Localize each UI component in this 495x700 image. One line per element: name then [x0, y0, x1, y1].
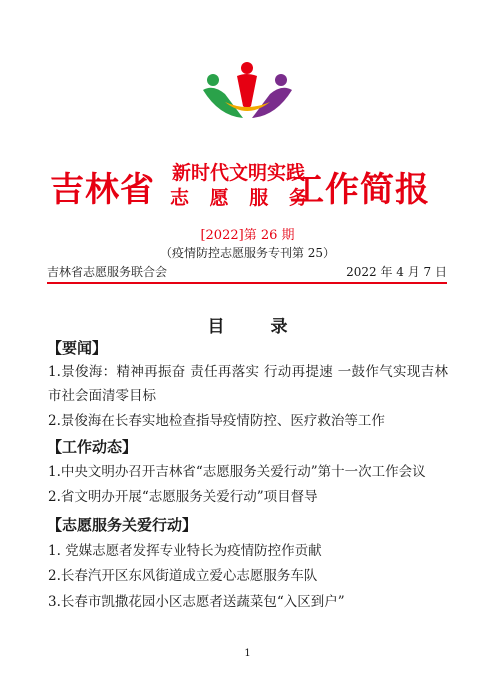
section-heading-news: 【要闻】	[47, 339, 108, 357]
slogan-bottom: 志 愿 服 务	[170, 187, 315, 209]
toc-item[interactable]: 1.中央文明办召开吉林省“志愿服务关爱行动”第十一次工作会议	[48, 464, 426, 480]
toc-item[interactable]: 3.长春市凯撒花园小区志愿者送蔬菜包“入区到户”	[48, 594, 345, 610]
page-number: 1	[244, 648, 251, 659]
toc-item[interactable]: 2.景俊海在长春实地检查指导疫情防控、医疗救治等工作	[48, 413, 385, 429]
toc-title: 目 录	[207, 317, 308, 337]
slogan-top: 新时代文明实践	[172, 162, 306, 184]
red-divider	[47, 282, 447, 284]
toc-item[interactable]: 1. 党媒志愿者发挥专业特长为疫情防控作贡献	[48, 543, 322, 559]
meta-line	[47, 263, 447, 280]
logo-figure-red	[237, 74, 257, 108]
logo-head-purple	[275, 74, 287, 86]
volunteer-logo	[195, 60, 300, 120]
toc-item[interactable]: 2.省文明办开展“志愿服务关爱行动”项目督导	[48, 489, 318, 505]
special-edition: （疫情防控志愿服务专刊第 25）	[159, 246, 336, 260]
toc-item[interactable]: 2.长春汽开区东风街道成立爱心志愿服务车队	[48, 568, 318, 584]
logo-head-green	[207, 74, 219, 86]
logo-head-red	[241, 62, 253, 74]
logo-figure-purple	[252, 88, 292, 118]
issue-number: [2022]第 26 期	[200, 228, 295, 243]
report-title: 工作简报	[290, 170, 430, 210]
publish-date: 2022 年 4 月 7 日	[346, 265, 447, 279]
section-heading-work: 【工作动态】	[47, 438, 138, 456]
toc-item[interactable]: 1.景俊海：精神再振奋 责任再落实 行动再提速 一鼓作气实现吉林市社会面清零目标	[48, 364, 448, 404]
province-title: 吉林省	[50, 170, 155, 210]
publisher: 吉林省志愿服务联合会	[47, 265, 168, 279]
section-heading-volunteer: 【志愿服务关爱行动】	[47, 516, 198, 534]
logo-figure-green	[203, 88, 243, 118]
